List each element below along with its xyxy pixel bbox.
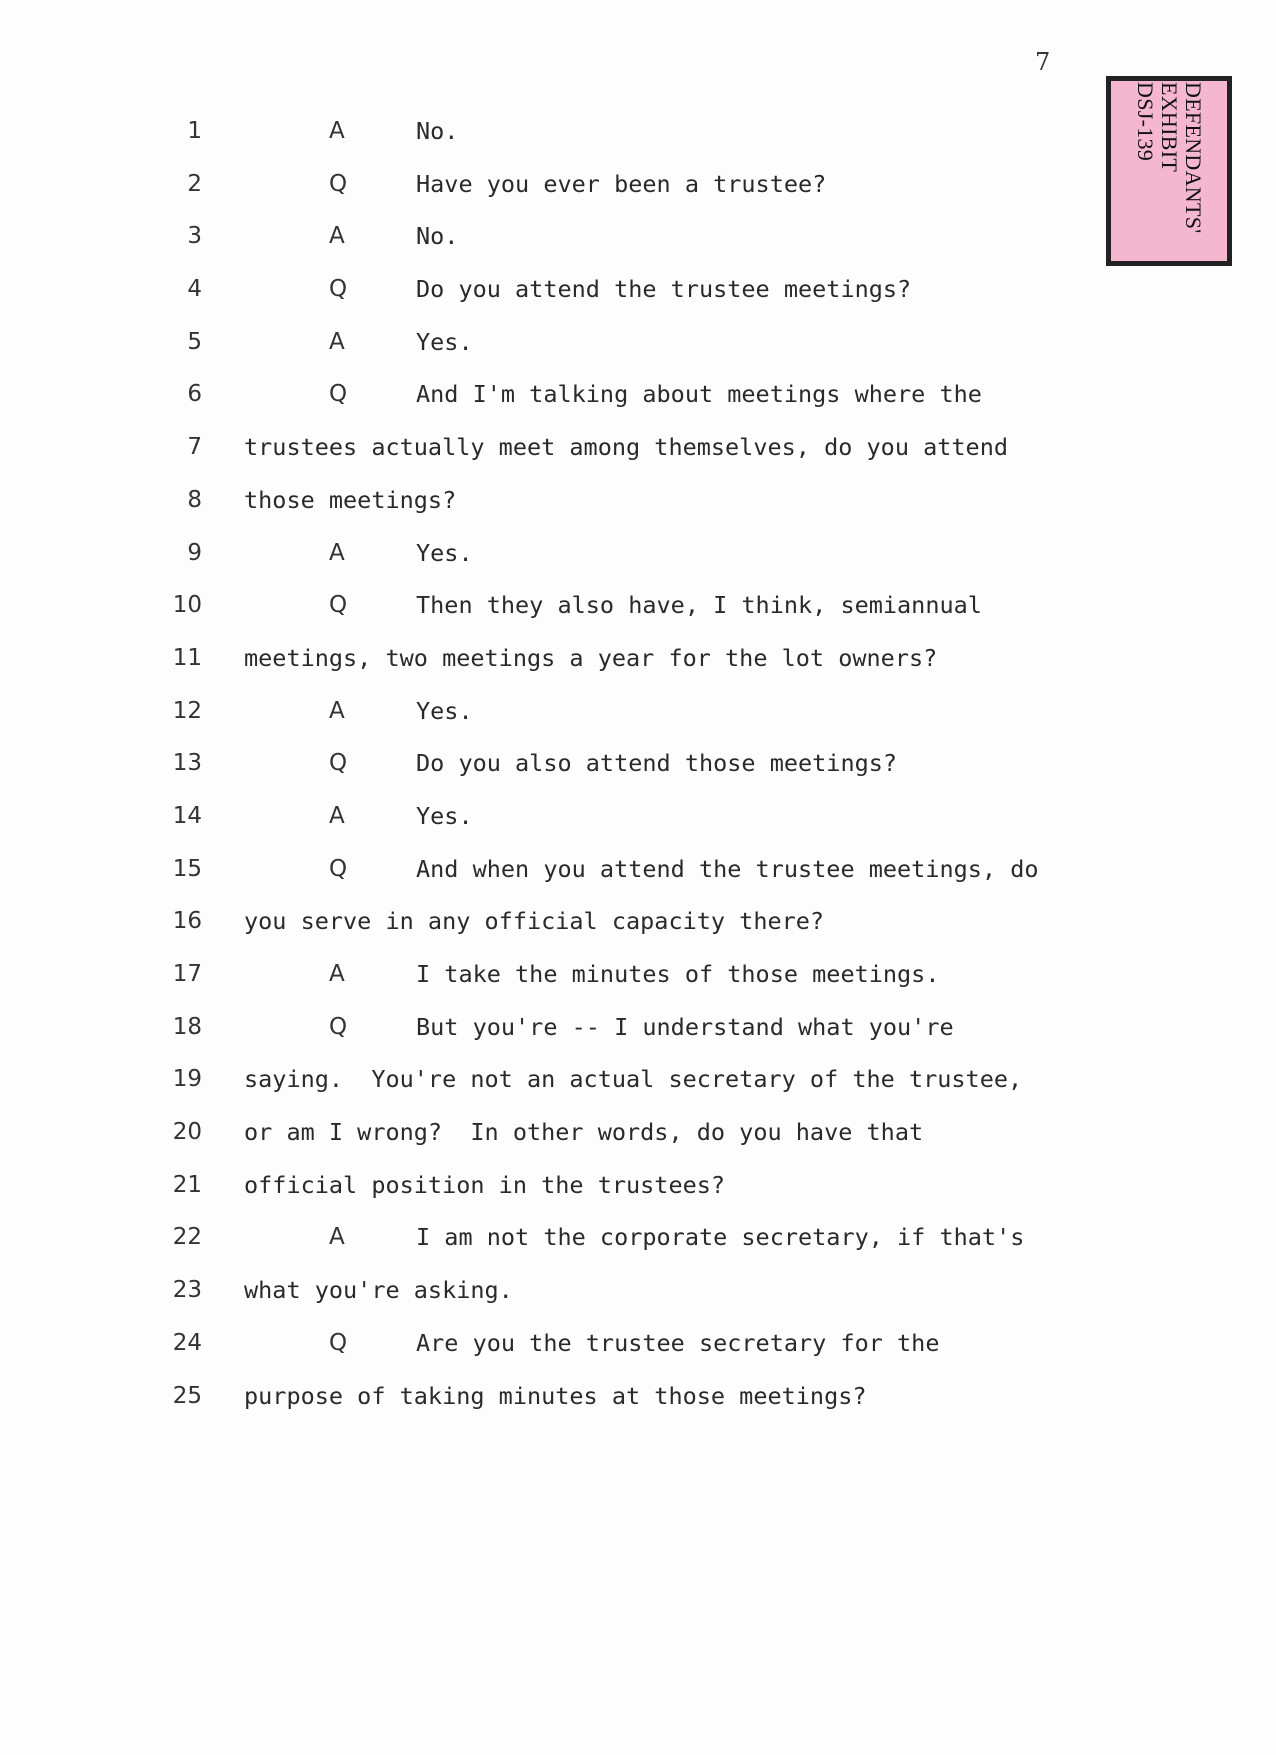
speaker-label: Q: [329, 381, 348, 408]
transcript-line: [0, 1109, 1276, 1162]
speaker-label: Q: [329, 750, 348, 777]
transcript-line: [0, 1004, 1276, 1057]
line-number: 5: [187, 328, 202, 355]
line-number: 1: [187, 118, 202, 144]
exhibit-line-3: DSJ-139: [1133, 82, 1158, 162]
transcript-line: [0, 688, 1276, 741]
line-text: Then they also have, I think, semiannual: [416, 591, 982, 620]
transcript-line: [0, 793, 1276, 846]
line-number: 16: [172, 908, 202, 935]
line-text: meetings, two meetings a year for the lot owners?: [244, 643, 938, 672]
line-text: or am I wrong? In other words, do you have that: [244, 1118, 924, 1147]
line-text: Yes.: [416, 696, 473, 725]
transcript-line: [0, 108, 1276, 161]
line-text: And I'm talking about meetings where the: [416, 380, 982, 409]
line-number: 12: [172, 697, 202, 724]
line-text: I take the minutes of those meetings.: [416, 960, 940, 988]
line-number: 13: [172, 750, 202, 777]
speaker-label: A: [329, 697, 345, 724]
line-number: 25: [172, 1382, 202, 1409]
transcript-line: [0, 319, 1276, 372]
line-text: trustees actually meet among themselves, do you attend: [244, 433, 1009, 462]
line-text: purpose of taking minutes at those meetings?: [244, 1381, 867, 1410]
transcript-line: [0, 213, 1276, 266]
line-number: 19: [172, 1066, 202, 1093]
line-text: Do you attend the trustee meetings?: [416, 275, 912, 304]
transcript-line: [0, 1267, 1276, 1320]
speaker-label: Q: [329, 276, 348, 303]
line-number: 14: [172, 802, 202, 829]
transcript-line: [0, 1214, 1276, 1267]
line-number: 7: [187, 434, 202, 461]
line-text: And when you attend the trustee meetings, do: [416, 854, 1039, 883]
speaker-label: A: [329, 539, 345, 566]
line-text: those meetings?: [244, 485, 457, 514]
transcript-line: [0, 161, 1276, 214]
line-text: Yes.: [416, 327, 473, 356]
transcript-line: [0, 1320, 1276, 1373]
line-text: Do you also attend those meetings?: [416, 749, 898, 778]
transcript-line: [0, 1056, 1276, 1109]
line-number: 21: [172, 1171, 202, 1198]
speaker-label: A: [329, 223, 345, 250]
transcript-body: [0, 108, 1276, 1425]
line-text: saying. You're not an actual secretary of the trustee,: [244, 1065, 1023, 1094]
line-text: No.: [416, 117, 459, 145]
line-text: what you're asking.: [244, 1276, 513, 1305]
speaker-label: A: [329, 802, 345, 829]
speaker-label: A: [329, 328, 345, 355]
line-number: 6: [187, 381, 202, 408]
line-number: 15: [172, 855, 202, 882]
line-number: 8: [187, 486, 202, 513]
line-number: 22: [172, 1224, 202, 1251]
line-number: 9: [187, 539, 202, 566]
transcript-line: [0, 530, 1276, 583]
speaker-label: A: [329, 961, 345, 987]
transcript-line: [0, 951, 1276, 1004]
line-text: you serve in any official capacity there?: [244, 907, 825, 936]
line-text: No.: [416, 222, 459, 251]
transcript-line: [0, 846, 1276, 899]
transcript-line: [0, 582, 1276, 635]
speaker-label: A: [329, 118, 345, 144]
line-number: 4: [187, 276, 202, 303]
line-text: I am not the corporate secretary, if that's: [416, 1223, 1025, 1252]
line-text: But you're -- I understand what you're: [416, 1012, 954, 1041]
line-number: 23: [172, 1277, 202, 1304]
transcript-line: [0, 424, 1276, 477]
line-text: Yes.: [416, 538, 473, 567]
page-number: 7: [1035, 48, 1051, 76]
speaker-label: Q: [329, 1013, 348, 1040]
line-text: Are you the trustee secretary for the: [416, 1328, 940, 1357]
exhibit-line-2: EXHIBIT: [1157, 82, 1182, 173]
line-number: 3: [187, 223, 202, 250]
speaker-label: Q: [329, 855, 348, 882]
line-number: 2: [187, 170, 202, 197]
line-number: 17: [172, 961, 202, 987]
speaker-label: A: [329, 1224, 345, 1251]
line-number: 10: [172, 592, 202, 619]
transcript-line: [0, 371, 1276, 424]
line-number: 11: [172, 644, 202, 671]
line-text: Have you ever been a trustee?: [416, 169, 827, 198]
speaker-label: Q: [329, 1329, 348, 1356]
transcript-line: [0, 266, 1276, 319]
transcript-line: [0, 898, 1276, 951]
line-number: 18: [172, 1013, 202, 1040]
exhibit-line-1: DEFENDANTS': [1181, 82, 1206, 234]
transcript-line: [0, 635, 1276, 688]
transcript-line: [0, 1162, 1276, 1215]
line-number: 24: [172, 1329, 202, 1356]
line-number: 20: [172, 1119, 202, 1146]
line-text: official position in the trustees?: [244, 1170, 726, 1199]
line-text: Yes.: [416, 801, 473, 830]
transcript-line: [0, 477, 1276, 530]
speaker-label: Q: [329, 170, 348, 197]
speaker-label: Q: [329, 592, 348, 619]
transcript-line: [0, 740, 1276, 793]
transcript-line: [0, 1373, 1276, 1426]
